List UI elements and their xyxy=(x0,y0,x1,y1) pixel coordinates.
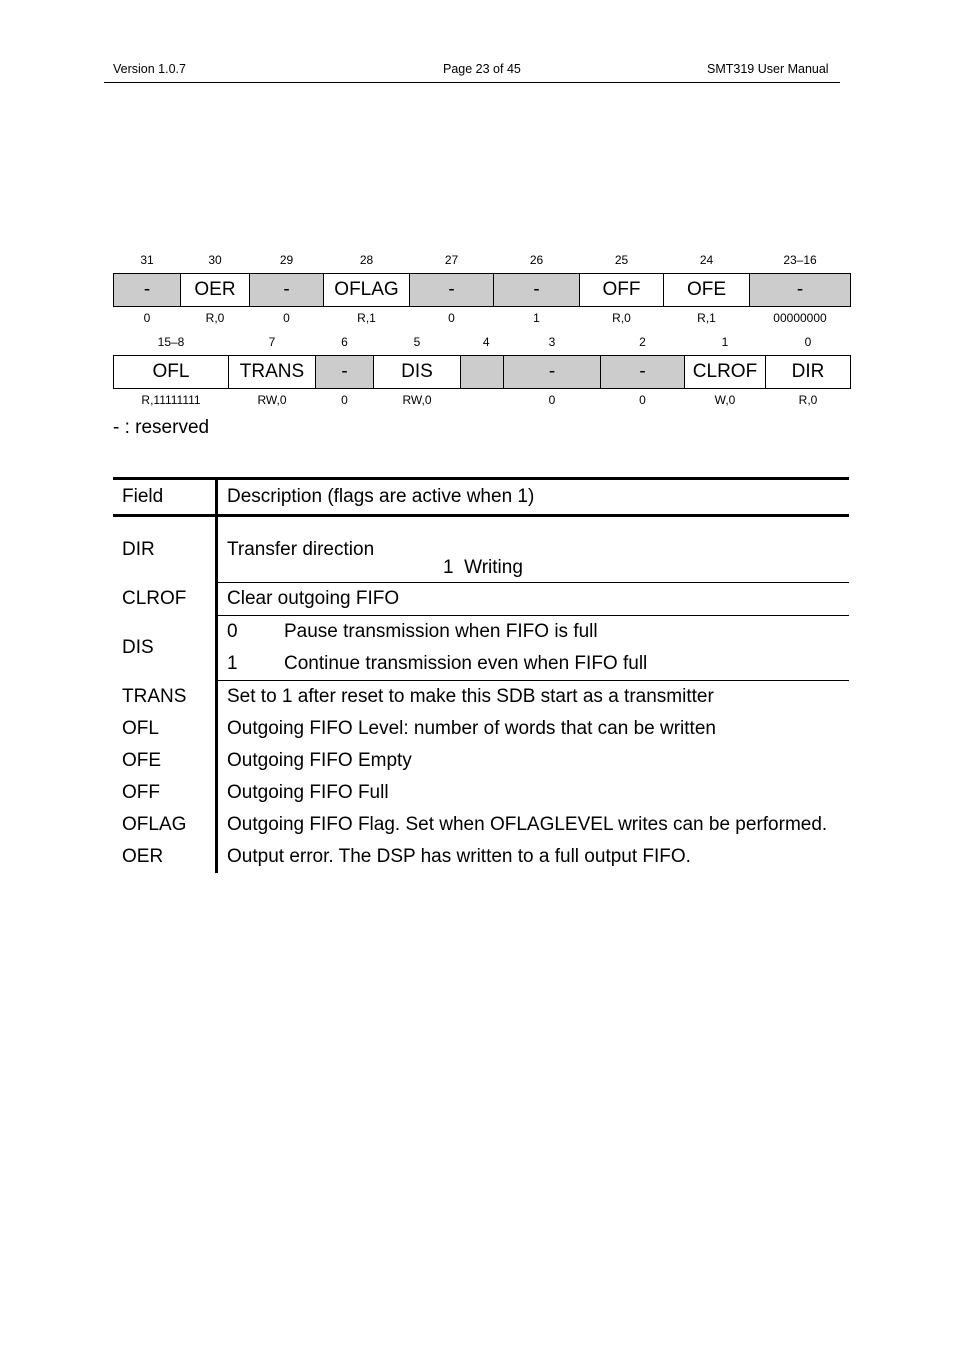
field-description-table xyxy=(113,477,849,873)
field-name: OFE xyxy=(122,750,162,771)
table-row xyxy=(113,809,849,841)
bit-cell-dis: DIS xyxy=(374,356,461,389)
field-description xyxy=(217,616,850,681)
bit-cell-clrof: CLROF xyxy=(685,356,766,389)
bit-number: 3 xyxy=(548,335,556,349)
bit-access: 0 xyxy=(448,311,455,325)
dir-option-writing: 1 Writing xyxy=(443,556,523,578)
bit-number-row xyxy=(114,247,851,274)
bit-number: 31 xyxy=(140,253,154,267)
register-lower xyxy=(113,329,851,411)
bit-cell-ofe: OFE xyxy=(664,274,750,307)
bit-access: R,0 xyxy=(798,393,818,407)
field-description xyxy=(217,516,850,583)
bit-cell-reserved: - xyxy=(114,274,181,307)
bit-number-row xyxy=(114,329,851,356)
field-name: OFLAG xyxy=(122,814,187,835)
reserved-legend: - : reserved xyxy=(113,417,210,438)
bit-number: 23–16 xyxy=(783,253,817,267)
bit-access: RW,0 xyxy=(402,393,432,407)
bit-cell-dir: DIR xyxy=(766,356,851,389)
field-description: Output error. The DSP has written to a full output FIFO. xyxy=(217,841,850,873)
table-row xyxy=(113,583,849,616)
bit-number: 27 xyxy=(444,253,459,267)
bit-access-row xyxy=(114,389,851,412)
dis-option-value: 1 xyxy=(227,653,238,674)
bit-access: W,0 xyxy=(714,393,736,407)
field-name: CLROF xyxy=(122,588,187,609)
bit-cell-trans: TRANS xyxy=(229,356,316,389)
bit-cell-reserved: - xyxy=(410,274,494,307)
bit-cell-off: OFF xyxy=(580,274,664,307)
header-title: SMT319 User Manual xyxy=(707,62,829,76)
bit-access: R,0 xyxy=(612,311,631,325)
bit-number: 25 xyxy=(614,253,629,267)
field-description: Set to 1 after reset to make this SDB start as a transmitter xyxy=(217,681,850,714)
dis-option xyxy=(227,616,849,648)
field-description: Outgoing FIFO Full xyxy=(217,777,850,809)
bit-access: R,11111111 xyxy=(141,393,201,407)
bit-access: 1 xyxy=(533,311,540,325)
bit-access: 0 xyxy=(548,393,556,407)
table-row xyxy=(113,841,849,873)
bit-number: 0 xyxy=(804,335,812,349)
bit-cell-oer: OER xyxy=(181,274,250,307)
bit-cell-oflag: OFLAG xyxy=(324,274,410,307)
register-upper xyxy=(113,247,851,329)
bit-access-row xyxy=(114,307,851,330)
bit-number: 29 xyxy=(279,253,294,267)
bit-number: 6 xyxy=(341,335,348,349)
field-name: OFF xyxy=(122,782,160,803)
bit-name-row xyxy=(114,274,851,307)
field-name: OFL xyxy=(122,718,159,739)
bit-access: RW,0 xyxy=(257,393,287,407)
dir-description-line: Transfer direction xyxy=(227,538,375,560)
dis-option-text: Continue transmission even when FIFO full xyxy=(284,653,648,674)
dis-option xyxy=(227,648,849,680)
table-row xyxy=(113,777,849,809)
table-row xyxy=(113,616,849,681)
bit-access: R,0 xyxy=(205,311,225,325)
table-header-row xyxy=(113,479,849,516)
bit-access: 0 xyxy=(639,393,646,407)
bit-number: 7 xyxy=(268,335,276,349)
header-divider xyxy=(104,82,840,83)
field-description: Outgoing FIFO Flag. Set when OFLAGLEVEL writes can be performed. xyxy=(217,809,850,841)
field-name: TRANS xyxy=(122,685,187,707)
bit-access: R,1 xyxy=(697,311,716,325)
field-name: OER xyxy=(122,846,164,867)
bit-access xyxy=(461,389,504,412)
bit-number: 28 xyxy=(359,253,374,267)
field-description: Outgoing FIFO Level: number of words that can be written xyxy=(217,713,850,745)
bit-cell-reserved: - xyxy=(601,356,685,389)
bit-cell-reserved: - xyxy=(316,356,374,389)
bit-access: 0 xyxy=(283,311,290,325)
header-page-number: Page 23 of 45 xyxy=(443,62,521,76)
field-description: Outgoing FIFO Empty xyxy=(217,745,850,777)
bit-number: 4 xyxy=(482,335,490,349)
field-description: Clear outgoing FIFO xyxy=(217,583,850,616)
bit-cell-reserved: - xyxy=(494,274,580,307)
field-name: DIS xyxy=(122,637,154,658)
bit-number: 26 xyxy=(529,253,544,267)
bit-access: R,1 xyxy=(357,311,376,325)
bit-number: 1 xyxy=(721,335,729,349)
bit-cell-reserved xyxy=(461,356,504,389)
bit-number: 30 xyxy=(208,253,222,267)
bit-number: 15–8 xyxy=(157,335,185,349)
field-name: DIR xyxy=(122,538,155,560)
table-row xyxy=(113,516,849,583)
dis-option-text: Pause transmission when FIFO is full xyxy=(284,621,598,642)
bit-cell-reserved: - xyxy=(750,274,851,307)
bit-access: 00000000 xyxy=(773,311,827,325)
column-header-description: Description (flags are active when 1) xyxy=(217,479,850,516)
bit-cell-reserved: - xyxy=(250,274,324,307)
bit-name-row xyxy=(114,356,851,389)
bit-cell-reserved: - xyxy=(504,356,601,389)
dis-option-value: 0 xyxy=(227,621,238,642)
bit-cell-ofl: OFL xyxy=(114,356,229,389)
table-row xyxy=(113,713,849,745)
bit-access: 0 xyxy=(143,311,151,325)
bit-number: 24 xyxy=(699,253,714,267)
bit-number: 5 xyxy=(413,335,421,349)
column-header-field: Field xyxy=(113,479,217,516)
table-row xyxy=(113,745,849,777)
bit-access: 0 xyxy=(341,393,348,407)
bit-number: 2 xyxy=(639,335,646,349)
header-version: Version 1.0.7 xyxy=(113,62,186,76)
table-row xyxy=(113,681,849,714)
